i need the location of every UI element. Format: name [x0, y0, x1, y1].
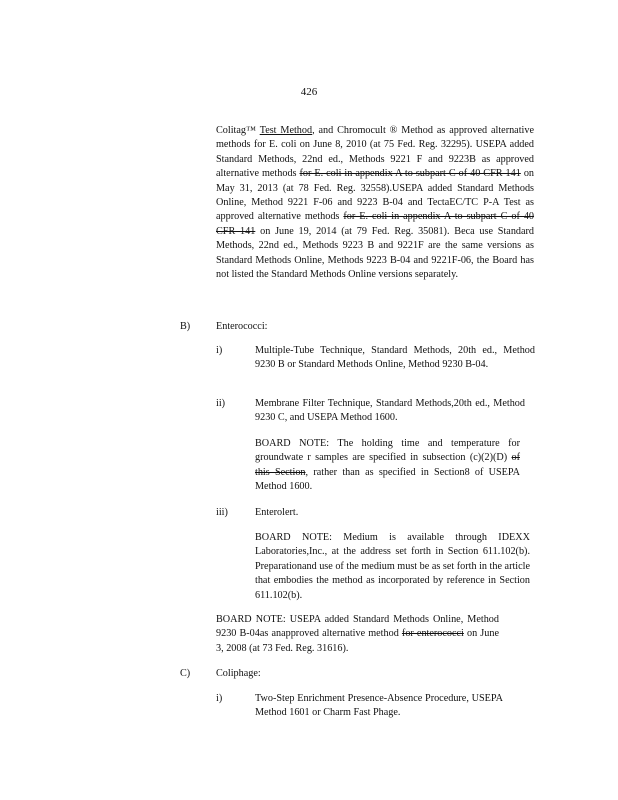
section-b-item2-label: ii) — [216, 398, 226, 409]
section-b-board-note — [216, 613, 499, 656]
section-c-title: Coliphage: — [216, 668, 261, 679]
intro-paragraph — [216, 124, 534, 282]
intro-text-1: Colitag™ — [216, 125, 256, 136]
section-b-item3-label: iii) — [216, 507, 228, 518]
intro-deleted-text-2: for E. coli in appendix A to subpart C of 40 CFR 141 — [216, 211, 535, 237]
item2-note-deleted-text: of this Section — [255, 452, 520, 478]
section-c-item1-text: Two-Step Enrichment Presence-Absence Procedure, USEPA Method 1601 or Charm Fast Phage. — [255, 693, 503, 719]
section-c-item1-label: i) — [216, 693, 223, 704]
b-note-deleted-text: for enterococci — [401, 628, 464, 640]
section-b-item3-board-note: BOARD NOTE: Medium is available through IDEXX Laboratories,Inc., at the address set forth in Section 611.102(b). Preparationand use of the medium must be as set forth in the article that embodies the method as incorporated by reference in Section 611.102(b). — [255, 532, 530, 601]
section-b-item2-board-note — [255, 437, 520, 495]
item2-note-text-1: BOARD NOTE: The holding time and temperature for groundwate r samples are specified in subsection (c)(2)(D) — [255, 438, 520, 464]
intro-deleted-text-1: for E. coli in appendix A to subpart C of 40 CFR 141 — [299, 168, 521, 180]
intro-text-5: on June 19, 2014 (at 79 Fed. Reg. 35081). Beca use Standard Methods, 22nd ed., Methods 9223 B and 9221F are the same versions as Standard Methods Online, Methods 9223 B-04 and 9221F-06, the Board has not listed the Standard Methods Online versions separately. — [216, 225, 535, 281]
section-b-label: B) — [180, 321, 191, 332]
intro-underlined-text: Test Method — [259, 125, 313, 136]
section-b-item1-text: Multiple-Tube Technique, Standard Methods, 20th ed., Method 9230 B or Standard Methods Online, Method 9230 B-04. — [255, 345, 535, 371]
section-b-item2-text: Membrane Filter Technique, Standard Methods,20th ed., Method 9230 C, and USEPA Method 1600. — [255, 398, 525, 424]
b-note-text-2: on June 3, 2008 (at 73 Fed. Reg. 31616). — [216, 628, 499, 654]
intro-text-3: , and Chromocult ® Method as approved alternative methods for E. coli on June 8, 2010 (at 75 Fed. Reg. 32295). USEPA added Standard Methods, 22nd ed., Methods 9221 F and 9223B as approved alternative methods — [216, 125, 534, 180]
section-b-item1-label: i) — [216, 345, 223, 356]
item2-note-text-2: , rather than as specified in Section8 of USEPA Method 1600. — [255, 466, 520, 493]
intro-text-4: on May 31, 2013 (at 78 Fed. Reg. 32558).USEPA added Standard Methods Online, Method 9221 F-06 and 9223 B-04 and TectaEC/TC P-A Test as approved alternative methods — [216, 168, 535, 223]
section-b-title: Enterococci: — [216, 321, 268, 332]
b-note-text-1: BOARD NOTE: USEPA added Standard Methods Online, Method 9230 B-04as anapproved alternative method — [216, 614, 499, 640]
section-c-label: C) — [180, 668, 191, 679]
page-number: 426 — [300, 86, 318, 98]
section-b-item3-text: Enterolert. — [255, 507, 299, 518]
